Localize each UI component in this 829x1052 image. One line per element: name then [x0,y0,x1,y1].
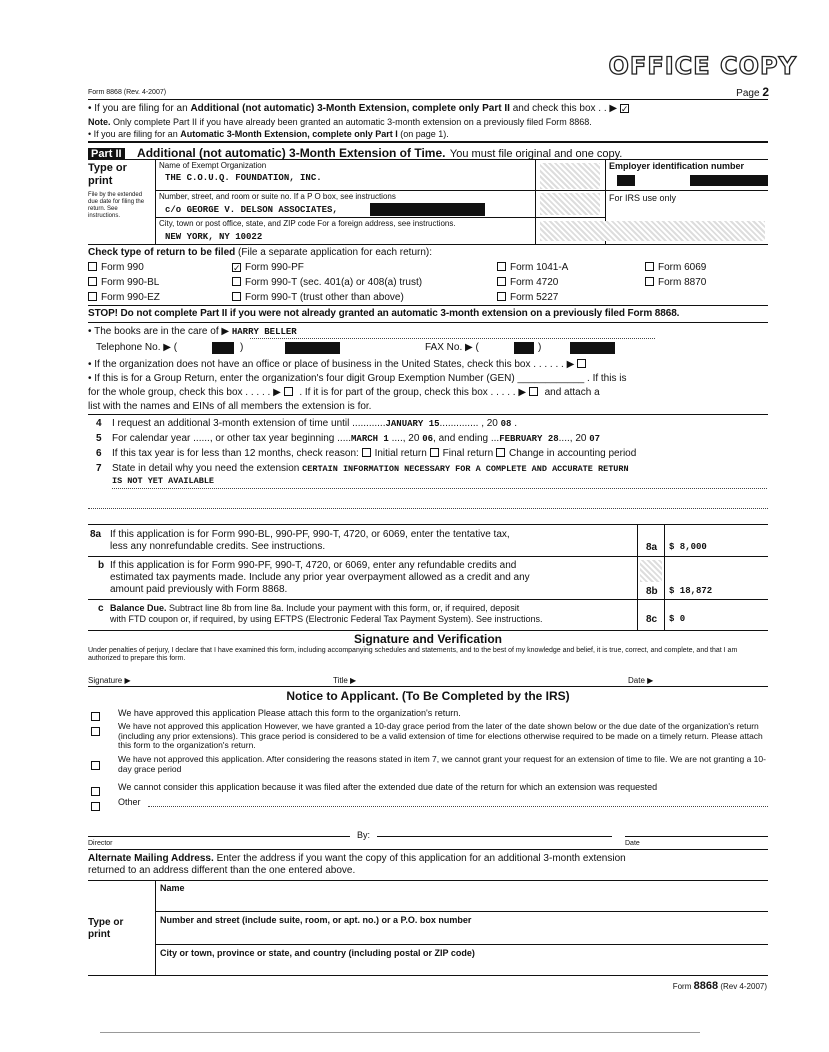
irs-use-label: For IRS use only [609,193,677,203]
org-name-label: Name of Exempt Organization [159,161,267,170]
title-label[interactable]: Title ▶ [333,676,357,685]
line-8c: Balance Due. Subtract line 8b from line 8a. Include your payment with this form, or, if required, deposit with FTD coupon or, if required, by using EFTPS (Electronic Federal Tax Payment System). See instructions. [110,603,543,624]
alt-city-label: City or town, province or state, and country (including postal or ZIP code) [160,948,475,958]
accounting-change-checkbox[interactable] [496,448,505,457]
form-footer: Form 8868 (Rev 4-2007) [672,980,767,992]
line-5: For calendar year ......, or other tax year beginning .....MARCH 1 ...., 20 06, and ending ...FEBRUARY 28...., 20 07 [112,433,601,444]
part-group-checkbox[interactable] [529,387,538,396]
option-form-1041-a[interactable]: Form 1041-A [497,262,568,274]
part2-label: Part II [88,148,125,160]
alt-name-label: Name [160,883,185,893]
file-by-note: File by the extended due date for filing the return. See instructions. [88,192,145,219]
initial-return-checkbox[interactable] [362,448,371,457]
option-form-990-t-401a[interactable]: Form 990-T (sec. 401(a) or 408(a) trust) [232,277,422,289]
ein-redacted-1 [617,175,635,186]
signature-heading: Signature and Verification [353,632,503,646]
perjury-statement: Under penalties of perjury, I declare that I have examined this form, including accompanying schedules and statements, and to the best of my knowledge and belief, it is true, correct, and complete, and that I am authorized to prepare this form. [88,647,738,662]
line-7: State in detail why you need the extension CERTAIN INFORMATION NECESSARY FOR A COMPLETE AND ACCURATE RETURN [112,463,629,474]
fax-line: FAX No. ▶ ( [425,342,479,353]
notice-heading: Notice to Applicant. (To Be Completed by the IRS) [286,689,570,703]
no-us-office-checkbox[interactable] [577,359,586,368]
whole-group-line: for the whole group, check this box . . . . . ▶ . If it is for part of the group, check this box . . . . . ▶ and attach a [88,387,600,398]
notice-denied-checkbox[interactable] [91,761,100,770]
intro-line-3: • If you are filing for an Automatic 3-Month Extension, complete only Part I (on page 1). [88,129,449,139]
street-redacted [370,203,485,216]
part2-heading: Part II Additional (not automatic) 3-Month Extension of Time. You must file original and one copy. [88,144,622,162]
header-rule [88,99,768,100]
notice-item-5: Other [118,797,141,807]
notice-item-1: We have approved this application Please attach this form to the organization's return. [118,708,461,718]
form-revision: Form 8868 (Rev. 4-2007) [88,89,167,96]
books-care-line: • The books are in the care of ▶ HARRY BELLER [88,326,297,337]
option-form-990-t-trust[interactable]: Form 990-T (trust other than above) [232,292,404,304]
fax-area-redacted [514,342,534,354]
line-8a: If this application is for Form 990-BL, 990-PF, 990-T, 4720, or 6069, enter the tentative tax, less any nonrefundable credits. See instructions. [110,529,510,552]
ein-redacted-2 [690,175,768,186]
page-number: Page 2 [736,85,769,99]
org-name-value: THE C.O.U.Q. FOUNDATION, INC. [165,173,322,183]
city-value: NEW YORK, NY 10022 [165,232,263,242]
line-7-reason-continued: IS NOT YET AVAILABLE [112,476,215,486]
notice-item-2: We have not approved this application However, we have granted a 10-day grace period from the later of the date shown below or the due date of the organization's return (including any prior extensions). This grace period is considered to be a valid extension of time for elections otherwise required to be made on a timely return. Please attach this form to the organization's return. [118,721,763,750]
notice-late-checkbox[interactable] [91,787,100,796]
line-4: I request an additional 3-month extension of time until ............JANUARY 15.............. , 20 08 . [112,418,518,429]
telephone-line: Telephone No. ▶ ( [96,342,178,353]
office-line: • If the organization does not have an office or place of business in the United States, check this box . . . . . . ▶ [88,359,590,371]
line-8b-amount: $ 18,872 [669,586,713,596]
line-6: If this tax year is for less than 12 months, check reason: Initial return Final return Change in accounting period [112,448,637,459]
option-form-8870[interactable]: Form 8870 [645,277,706,289]
alternate-address-intro: Alternate Mailing Address. Enter the address if you want the copy of this application for an additional 3-month extension returned to an address different than the one entered above. [88,853,626,876]
type-or-print-label: Type or print [88,162,127,187]
option-form-4720[interactable]: Form 4720 [497,277,558,289]
option-form-990-pf[interactable]: ✓ Form 990-PF [233,262,304,273]
intro-note: Note. Only complete Part II if you have already been granted an automatic 3-month extension on a previously filed Form 8868. [88,117,592,127]
alt-street-label: Number and street (include suite, room, or apt. no.) or a P.O. box number [160,915,472,925]
line-8a-amount: $ 8,000 [669,542,707,552]
return-type-heading: Check type of return to be filed (File a separate application for each return): [88,247,433,258]
office-copy-stamp: OFFICE COPY [608,52,797,80]
option-form-6069[interactable]: Form 6069 [645,262,706,274]
director-date-label: Date [625,840,640,847]
line-8c-amount: $ 0 [669,614,686,624]
city-label: City, town or post office, state, and ZIP code For a foreign address, see instructions. [159,219,456,228]
option-form-990-ez[interactable]: Form 990-EZ [88,292,160,304]
director-label: Director [88,840,113,847]
phone-redacted [285,342,340,354]
option-form-5227[interactable]: Form 5227 [497,292,558,304]
scan-noise [540,163,600,189]
by-label: By: [357,830,371,840]
notice-grace-checkbox[interactable] [91,727,100,736]
fax-redacted [570,342,615,354]
option-form-990[interactable]: Form 990 [88,262,144,274]
final-return-checkbox[interactable] [430,448,439,457]
notice-item-3: We have not approved this application. After considering the reasons stated in item 7, we cannot grant your request for an extension of time to file. We are not granting a 10-day grace period [118,754,766,774]
whole-group-checkbox[interactable] [284,387,293,396]
members-list-line: list with the names and EINs of all members the extension is for. [88,401,372,412]
stop-warning: STOP! Do not complete Part II if you were not already granted an automatic 3-month extension on a previously filed Form 8868. [88,308,680,319]
additional-extension-checkbox[interactable]: ✓ [620,104,629,114]
street-label: Number, street, and room or suite no. If a P O box, see instructions [159,192,396,201]
date-label[interactable]: Date ▶ [628,676,654,685]
notice-approved-checkbox[interactable] [91,712,100,721]
group-line: • If this is for a Group Return, enter the organization's four digit Group Exemption Number (GEN) ____________ . If this is [88,373,627,384]
street-value: c/o GEORGE V. DELSON ASSOCIATES, [165,205,338,215]
notice-item-4: We cannot consider this application because it was filed after the extended due date of the return for which an extension was requested [118,782,658,792]
ein-label: Employer identification number [609,161,745,171]
signature-label[interactable]: Signature ▶ [88,676,131,685]
notice-other-checkbox[interactable] [91,802,100,811]
intro-line-1: • If you are filing for an Additional (not automatic) 3-Month Extension, complete only Part II and check this box . . ▶ ✓ [88,103,629,114]
alt-type-or-print: Type or print [88,917,124,940]
phone-area-redacted [212,342,234,354]
option-form-990-bl[interactable]: Form 990-BL [88,277,159,289]
line-8b: If this application is for Form 990-PF, 990-T, 4720, or 6069, enter any refundable credits and estimated tax payments made. Include any prior year overpayment allowed as a credit and any amount paid previously with Form 8868. [110,560,530,595]
